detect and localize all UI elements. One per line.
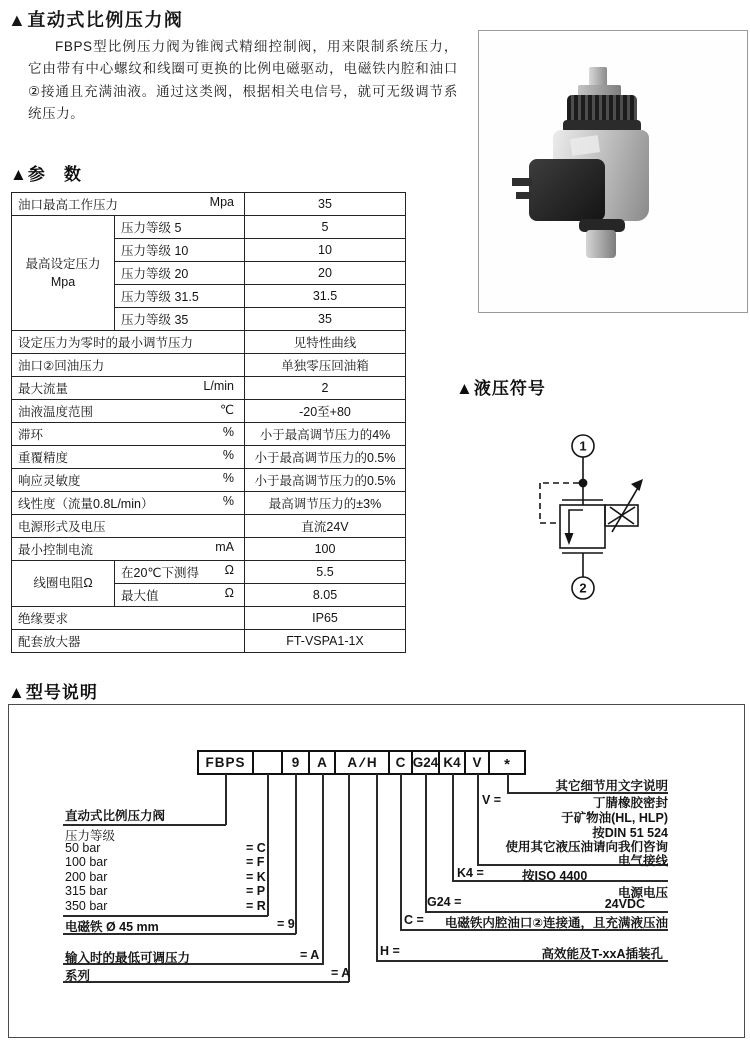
seal-code: V = [482,793,502,807]
param-value: 5.5 [245,561,406,584]
param-name-cell [12,377,245,400]
electrical-line: 按ISO 4400 [522,869,588,883]
param-label: 最小控制电流 [18,543,94,557]
param-name-cell [12,607,245,630]
solenoid-label: 电磁铁 Ø 45 mm [65,920,159,934]
supply-code: G24 = [427,895,462,909]
parameters-table [11,192,406,653]
table-row [12,492,406,515]
param-label: 油液温度范围 [18,405,94,419]
seal-line: 丁腈橡胶密封 [592,796,668,810]
param-group-cell [12,216,115,331]
param-label: 电源形式及电压 [18,520,106,534]
param-label: 压力等级 10 [121,244,189,258]
electrical-heading: 电气接线 [617,854,668,868]
code-cell-k4: K4 [438,750,466,775]
leader-line [267,774,269,916]
connector-pin [512,178,532,186]
param-value: 见特性曲线 [245,331,406,354]
code-cell-9: 9 [281,750,310,775]
min-pressure-code: = A [300,948,320,962]
param-name-cell [12,193,245,216]
table-row [12,515,406,538]
table-row [12,400,406,423]
table-row [12,377,406,400]
param-value: 31.5 [245,285,406,308]
leader-line [322,774,324,965]
param-unit: ℃ [219,403,234,417]
param-name-cell [12,446,245,469]
model-code-cells [197,750,526,775]
param-value: 10 [245,239,406,262]
chamber-code: C = [404,913,424,927]
param-name-cell [12,354,245,377]
param-label: 压力等级 20 [121,267,189,281]
leader-line [452,774,454,881]
param-name-cell [12,331,245,354]
param-label: 响应灵敏度 [18,474,81,488]
leader-line [425,774,427,912]
pressure-option: 100 bar [65,855,108,869]
seal-line: 使用其它液压油请向我们咨询 [505,840,668,854]
param-unit: mA [215,540,234,554]
table-row [12,423,406,446]
code-cell-v: V [464,750,490,775]
supply-line: 24VDC [604,897,645,911]
code-cell-c: C [388,750,413,775]
param-unit: L/min [203,379,234,393]
param-sub-cell [115,584,245,607]
param-value: 小于最高调节压力的0.5% [245,469,406,492]
param-value: 最高调节压力的±3% [245,492,406,515]
param-sub-cell [115,216,245,239]
group-label: 最高设定压力 [25,256,101,271]
efficiency-code: H = [380,944,400,958]
chamber-line: 电磁铁内腔油口②连接通，且充满液压油 [444,916,668,930]
series-label: 系列 [65,969,91,983]
param-label: 压力等级 5 [121,221,182,235]
min-pressure-label: 输入时的最低可调压力 [65,951,191,965]
param-value: 20 [245,262,406,285]
param-value: 35 [245,193,406,216]
leader-line [507,774,509,793]
param-unit: % [222,425,234,439]
hydraulic-symbol-diagram [450,420,730,610]
leader-line [295,774,297,934]
param-value: 单独零压回油箱 [245,354,406,377]
valve-square [560,505,605,548]
param-label: 在20℃下测得 [121,566,199,580]
param-unit: % [222,494,234,508]
param-unit: Mpa [209,195,234,209]
connector-pin [516,192,532,199]
code-slash: / [359,754,365,771]
group-label: 线圈电阻Ω [33,576,93,591]
code-a2: A [347,755,358,770]
details-note: 其它细节用文字说明 [555,779,668,793]
port-2-label: 2 [579,580,587,596]
param-label: 滞环 [18,428,44,442]
param-value: 35 [245,308,406,331]
param-label: 重覆精度 [18,451,69,465]
parameters-heading: ▲参 数 [10,165,82,184]
pressure-option-code: = C [246,841,266,855]
leader-line [225,774,227,825]
pressure-option: 50 bar [65,841,101,855]
efficiency-line: 高效能及T-xxA插装孔 [541,947,663,961]
param-label: 配套放大器 [18,635,81,649]
table-row [12,630,406,653]
param-value: 小于最高调节压力的0.5% [245,446,406,469]
pressure-option-code: = R [246,899,266,913]
param-value: 2 [245,377,406,400]
group-unit: Mpa [50,275,76,289]
star-mark: * [504,756,510,773]
valve-type-label: 直动式比例压力阀 [65,809,166,823]
table-row [12,331,406,354]
flow-arrowhead [565,533,574,545]
param-value: IP65 [245,607,406,630]
param-label: 绝缘要求 [18,612,69,626]
product-photo [478,30,748,313]
table-row [12,561,406,584]
pressure-option: 350 bar [65,899,108,913]
seal-line: 按DIN 51 524 [592,826,668,840]
param-unit: % [222,448,234,462]
param-label: 压力等级 31.5 [121,290,199,304]
param-sub-cell [115,262,245,285]
solenoid-code: = 9 [277,917,295,931]
param-value: 小于最高调节压力的4% [245,423,406,446]
table-row [12,469,406,492]
proportional-arrow [612,486,639,532]
table-row [12,446,406,469]
code-cell-a: A [308,750,336,775]
model-heading: ▲型号说明 [8,683,98,702]
param-unit: Ω [224,563,234,577]
param-value: -20至+80 [245,400,406,423]
pressure-option: 315 bar [65,884,108,898]
param-name-cell [12,630,245,653]
table-row [12,538,406,561]
pressure-option-code: = P [246,884,266,898]
table-row [12,193,406,216]
param-name-cell [12,515,245,538]
port-1-label: 1 [579,438,587,454]
param-label: 设定压力为零时的最小调节压力 [18,336,194,350]
series-code: = A [331,966,351,980]
code-cell-pressure [252,750,283,775]
symbol-heading: ▲液压符号 [456,379,546,398]
param-unit: Ω [224,586,234,600]
table-row [12,607,406,630]
seal-line: 于矿物油(HL, HLP) [561,811,668,825]
code-cell-fbps: FBPS [197,750,254,775]
table-row [12,216,406,239]
code-cell-star [488,750,526,775]
leader-rule [63,981,349,983]
param-sub-cell [115,239,245,262]
leader-line [477,774,479,865]
pressure-option: 200 bar [65,870,108,884]
valve-threaded-stud [586,230,616,258]
param-name-cell [12,492,245,515]
param-label: 油口②回油压力 [18,359,105,373]
code-cell-g24: G24 [411,750,440,775]
leader-line [376,774,378,961]
param-value: 8.05 [245,584,406,607]
param-label: 油口最高工作压力 [18,198,119,212]
page-title: ▲直动式比例压力阀 [8,10,184,30]
valve-connector-block [529,159,605,221]
pressure-option-code: = K [246,870,266,884]
param-value: FT-VSPA1-1X [245,630,406,653]
param-value: 5 [245,216,406,239]
param-value: 100 [245,538,406,561]
param-unit: % [222,471,234,485]
param-name-cell [12,423,245,446]
param-name-cell [12,538,245,561]
param-sub-cell [115,308,245,331]
param-sub-cell [115,285,245,308]
code-cell-a-h [334,750,390,775]
param-label: 最大流量 [18,382,69,396]
param-group-cell [12,561,115,607]
pressure-grade-heading: 压力等级 [65,829,116,843]
param-label: 压力等级 35 [121,313,189,327]
param-value: 直流24V [245,515,406,538]
supply-line: 电源电压 [617,886,668,900]
table-row [12,354,406,377]
leader-line [348,774,350,982]
param-name-cell [12,469,245,492]
pressure-option-code: = F [246,855,265,869]
code-h: H [366,755,377,770]
intro-paragraph: FBPS型比例压力阀为锥阀式精细控制阀，用来限制系统压力，它由带有中心螺纹和线圈可更换的比例电磁驱动，电磁铁内腔和油口②接通且充满油液。通过这类阀，根据相关电信号，就可无级调节系统压力。 [28,39,458,122]
electrical-code: K4 = [457,866,484,880]
param-sub-cell [115,561,245,584]
flow-arrow [569,510,583,534]
param-label: 线性度（流量0.8L/min） [18,497,154,511]
leader-line [400,774,402,930]
param-label: 最大值 [121,589,159,603]
param-name-cell [12,400,245,423]
